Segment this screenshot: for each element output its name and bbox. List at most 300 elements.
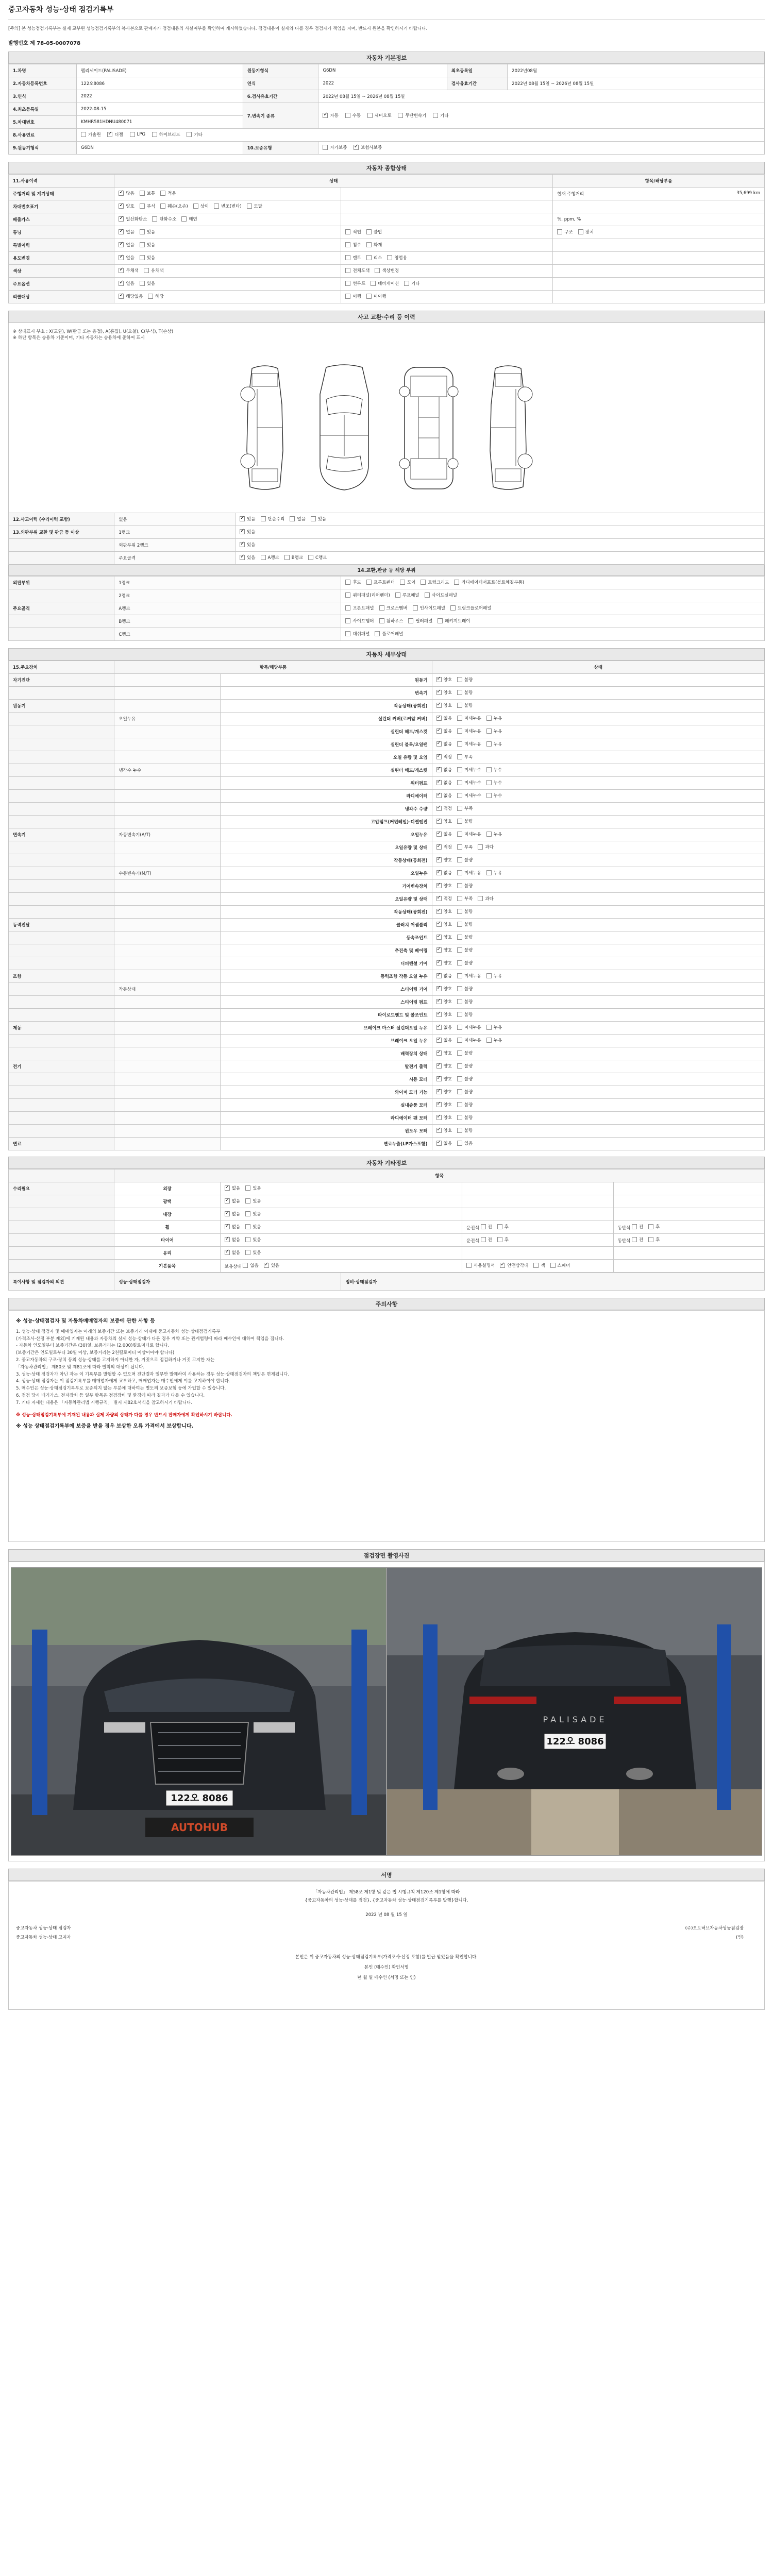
checkbox[interactable] — [436, 1089, 452, 1095]
checkbox[interactable] — [436, 1114, 452, 1121]
checkbox[interactable] — [436, 895, 452, 902]
checkbox[interactable] — [181, 216, 197, 222]
checkbox[interactable] — [311, 516, 326, 522]
checkbox[interactable] — [481, 1236, 492, 1243]
table-header-row — [9, 661, 765, 674]
checkbox-gasoline[interactable] — [81, 131, 101, 138]
checkbox[interactable] — [457, 844, 473, 850]
checkbox-icon — [457, 716, 462, 721]
checkbox-icon — [284, 555, 290, 560]
checkbox[interactable] — [457, 1114, 473, 1121]
checkbox[interactable] — [245, 1236, 261, 1243]
checkbox[interactable] — [119, 190, 134, 196]
checkbox[interactable] — [436, 1127, 452, 1133]
checkbox[interactable] — [425, 592, 457, 598]
checkbox[interactable] — [486, 767, 502, 773]
checkbox[interactable] — [240, 541, 255, 548]
checkbox[interactable] — [119, 293, 143, 299]
checkbox[interactable] — [457, 767, 481, 773]
checkbox[interactable] — [261, 554, 279, 561]
checkbox-icon — [421, 580, 426, 585]
checkbox-label: 없음 — [126, 243, 135, 248]
state-cell — [236, 513, 765, 526]
checkbox[interactable] — [119, 229, 134, 235]
rear-photo[interactable] — [386, 1567, 762, 1856]
checkbox[interactable] — [486, 741, 502, 747]
item-cell — [220, 957, 432, 970]
group-cell — [114, 1086, 220, 1099]
checkbox[interactable] — [497, 1236, 509, 1243]
checkbox[interactable] — [550, 1262, 570, 1268]
checkbox-label: 누유 — [493, 742, 502, 747]
checkbox[interactable] — [225, 1249, 240, 1256]
checkbox[interactable] — [119, 203, 134, 209]
checkbox-auto[interactable] — [323, 112, 338, 118]
checkbox[interactable] — [478, 844, 493, 850]
checkbox[interactable] — [436, 676, 452, 683]
device-label: 조향 — [13, 974, 22, 979]
checkbox[interactable] — [436, 883, 452, 889]
state-cell — [432, 957, 765, 970]
checkbox[interactable] — [408, 618, 432, 624]
checkbox[interactable] — [557, 229, 573, 235]
state-cell — [432, 1112, 765, 1125]
checkbox[interactable] — [457, 998, 473, 1005]
state-cell — [341, 291, 553, 303]
checkbox[interactable] — [421, 579, 449, 585]
notes-list — [16, 1329, 757, 1407]
checkbox-icon — [404, 281, 409, 286]
checkbox[interactable] — [436, 973, 452, 979]
checkbox[interactable] — [225, 1224, 240, 1230]
checkbox[interactable] — [345, 631, 369, 637]
checkbox-manual[interactable] — [345, 112, 361, 118]
checkbox[interactable] — [457, 857, 473, 863]
buyer-sign-line[interactable]: 년 월 일 매수인 (서명 또는 인) — [357, 1975, 416, 1980]
table-row — [9, 996, 765, 1009]
checkbox[interactable] — [400, 579, 415, 585]
checkbox[interactable] — [245, 1198, 261, 1204]
table-row — [9, 725, 765, 738]
checkbox[interactable] — [436, 792, 452, 799]
checkbox[interactable] — [436, 831, 452, 837]
device-cell — [9, 1035, 114, 1047]
checkbox[interactable] — [366, 579, 395, 585]
state-cell — [432, 674, 765, 687]
rank-label: B랭크 — [119, 619, 130, 624]
checkbox-lpg[interactable] — [130, 132, 145, 137]
checkbox[interactable] — [436, 960, 452, 966]
checkbox[interactable] — [245, 1185, 261, 1191]
checkbox[interactable] — [457, 1101, 473, 1108]
checkbox[interactable] — [345, 242, 361, 248]
checkbox-label: 누유 — [493, 871, 502, 876]
checkbox[interactable] — [290, 516, 305, 522]
checkbox[interactable] — [160, 190, 176, 196]
checkbox[interactable] — [404, 280, 419, 286]
checkbox[interactable] — [457, 792, 481, 799]
checkbox[interactable] — [345, 280, 365, 286]
warranty-options — [318, 142, 765, 155]
checkbox[interactable] — [375, 631, 403, 637]
state-cell — [341, 278, 553, 291]
checkbox[interactable] — [457, 934, 473, 940]
checkbox[interactable] — [148, 293, 163, 299]
checkbox[interactable] — [140, 255, 155, 261]
checkbox[interactable] — [366, 242, 382, 248]
checkbox[interactable] — [436, 818, 452, 824]
checkbox[interactable] — [152, 216, 176, 222]
checkbox[interactable] — [457, 1024, 481, 1030]
label-inspector: 성능·상태점검자 — [114, 1273, 341, 1291]
checkbox[interactable] — [160, 203, 188, 209]
state-cell — [220, 1234, 462, 1247]
checkbox[interactable] — [457, 1050, 473, 1056]
front-photo[interactable] — [11, 1567, 386, 1856]
checkbox[interactable] — [457, 818, 473, 824]
checkbox[interactable] — [436, 870, 452, 876]
checkbox[interactable] — [144, 267, 164, 274]
checkbox[interactable] — [457, 1063, 473, 1069]
checkbox[interactable] — [457, 1140, 473, 1146]
buyer-confirm-text: 본인은 위 중고자동차의 성능·상태점검기록부(가격조사·산정 포함)를 발급 받았음을 확인합니다. — [295, 1955, 478, 1960]
checkbox[interactable] — [245, 1211, 261, 1217]
checkbox-label: 없음 — [443, 716, 452, 721]
checkbox[interactable] — [119, 242, 134, 248]
checkbox[interactable] — [247, 203, 262, 209]
seat-label: 동반석 — [617, 1226, 631, 1231]
checkbox[interactable] — [457, 947, 473, 953]
checkbox-label: 있음 — [247, 543, 256, 548]
item-cell — [220, 803, 432, 816]
checkbox-label: 없음 — [297, 517, 306, 522]
checkbox[interactable] — [578, 229, 594, 235]
checkbox[interactable] — [436, 741, 452, 747]
checkbox[interactable] — [436, 857, 452, 863]
checkbox[interactable] — [345, 293, 361, 299]
value-inspection-period: 2022년 08월 15일 ~ 2026년 08월 15일 — [318, 90, 765, 103]
checkbox[interactable] — [345, 618, 374, 624]
checkbox[interactable] — [240, 554, 255, 561]
checkbox[interactable] — [140, 229, 155, 235]
checkbox[interactable] — [457, 676, 473, 683]
checkbox-icon — [436, 960, 442, 965]
checkbox-fuel-other[interactable] — [187, 131, 202, 138]
checkbox[interactable] — [345, 579, 361, 585]
checkbox[interactable] — [457, 870, 481, 876]
column-header: 15.주요장치 — [9, 661, 114, 674]
checkbox[interactable] — [214, 203, 241, 209]
checkbox[interactable] — [119, 216, 147, 222]
checkbox[interactable] — [457, 960, 473, 966]
checkbox-icon — [140, 255, 145, 260]
checkbox-label: 불량 — [464, 858, 473, 863]
checkbox[interactable] — [457, 1089, 473, 1095]
state-cell — [432, 803, 765, 816]
checkbox[interactable] — [225, 1236, 240, 1243]
checkbox[interactable] — [225, 1211, 240, 1217]
checkbox[interactable] — [486, 1024, 502, 1030]
checkbox[interactable] — [140, 280, 155, 286]
device-label: 원동기 — [13, 704, 26, 709]
checkbox[interactable] — [497, 1224, 509, 1230]
checkbox-label: 부족 — [464, 845, 473, 850]
checkbox[interactable] — [436, 1076, 452, 1082]
checkbox[interactable] — [245, 1224, 261, 1230]
checkbox-semi[interactable] — [367, 112, 392, 118]
item-cell — [220, 777, 432, 790]
item-label: 브레이크 마스터 실린더오일 누유 — [363, 1026, 428, 1031]
checkbox[interactable] — [457, 1037, 481, 1043]
checkbox[interactable] — [457, 1127, 473, 1133]
checkbox-icon — [436, 716, 442, 721]
checkbox[interactable] — [436, 934, 452, 940]
checkbox[interactable] — [436, 715, 452, 721]
checkbox[interactable] — [486, 1037, 502, 1043]
checkbox[interactable] — [243, 1262, 258, 1268]
checkbox[interactable] — [436, 921, 452, 927]
checkbox[interactable] — [436, 805, 452, 811]
checkbox[interactable] — [371, 280, 399, 286]
checkbox[interactable] — [395, 592, 419, 598]
checkbox[interactable] — [261, 516, 285, 522]
checkbox[interactable] — [457, 689, 473, 696]
table-row — [9, 1125, 765, 1138]
checkbox-label: 색상변경 — [382, 268, 399, 274]
row-label-cell — [9, 539, 114, 552]
checkbox[interactable] — [436, 1050, 452, 1056]
row-label-cell — [9, 239, 114, 252]
checkbox[interactable] — [481, 1224, 492, 1230]
state-cell — [432, 738, 765, 751]
checkbox[interactable] — [436, 779, 452, 786]
checkbox[interactable] — [140, 190, 155, 196]
checkbox[interactable] — [632, 1224, 643, 1230]
checkbox-label: 후 — [504, 1238, 509, 1243]
table-row — [9, 867, 765, 880]
checkbox[interactable] — [500, 1262, 528, 1268]
checkbox-label: 불량 — [464, 961, 473, 966]
checkbox[interactable] — [436, 1101, 452, 1108]
checkbox-label: 기타 — [411, 281, 420, 286]
checkbox-label: 누유 — [493, 729, 502, 734]
checkbox[interactable] — [457, 754, 473, 760]
checkbox[interactable] — [457, 921, 473, 927]
checkbox[interactable] — [457, 831, 481, 837]
checkbox[interactable] — [648, 1224, 660, 1230]
checkbox-icon — [457, 999, 462, 1004]
checkbox[interactable] — [193, 203, 209, 209]
state-cell — [432, 970, 765, 983]
checkbox[interactable] — [457, 1076, 473, 1082]
checkbox[interactable] — [436, 702, 452, 708]
checkbox[interactable] — [345, 229, 361, 235]
item-cell — [220, 674, 432, 687]
checkbox-icon — [81, 132, 86, 137]
checkbox-label: 쿼터패널(리어펜더) — [352, 593, 390, 598]
checkbox[interactable] — [486, 870, 502, 876]
checkbox-label: 불량 — [464, 1090, 473, 1095]
checkbox[interactable] — [457, 779, 481, 786]
checkbox[interactable] — [457, 1011, 473, 1018]
checkbox[interactable] — [457, 741, 481, 747]
column-header: 상태 — [432, 661, 765, 674]
checkbox-diesel[interactable] — [107, 131, 123, 138]
checkbox-label: 미세누유 — [464, 716, 481, 721]
checkbox[interactable] — [486, 831, 502, 837]
checkbox[interactable] — [345, 592, 390, 598]
state-cell — [432, 1035, 765, 1047]
label-first-reg: 최초등록일 — [447, 64, 507, 77]
checkbox[interactable] — [457, 715, 481, 721]
label-plate: 2.자동차등록번호 — [9, 77, 77, 90]
checkbox-icon — [245, 1185, 250, 1191]
checkbox[interactable] — [436, 689, 452, 696]
checkbox[interactable] — [486, 779, 502, 786]
group-label: 수리필요 — [13, 1187, 30, 1192]
checkbox-hybrid[interactable] — [152, 131, 180, 138]
checkbox[interactable] — [264, 1262, 279, 1268]
checkbox[interactable] — [345, 267, 369, 274]
checkbox[interactable] — [486, 728, 502, 734]
item-cell — [220, 1047, 432, 1060]
checkbox-self-warranty[interactable] — [323, 144, 347, 150]
panel-options-cell — [341, 577, 765, 589]
checkbox-label: 미세누유 — [464, 1038, 481, 1043]
state-cell — [114, 278, 341, 291]
group-cell — [114, 1009, 220, 1022]
checkbox[interactable] — [648, 1236, 660, 1243]
notes-line: 2. 중고자동차의 구조·장치 등의 성능·상태를 고지하지 아니한 자, 거짓으로 점검하거나 거짓 고지한 자는 — [16, 1357, 215, 1363]
checkbox[interactable] — [379, 605, 408, 611]
checkbox-label: 루프패널 — [402, 593, 419, 598]
checkbox[interactable] — [413, 605, 445, 611]
checkbox[interactable] — [436, 1037, 452, 1043]
checkbox-label: 양호 — [443, 1103, 452, 1108]
checkbox[interactable] — [486, 715, 502, 721]
checkbox[interactable] — [457, 973, 481, 979]
checkbox[interactable] — [375, 267, 399, 274]
checkbox-label: 썬루프 — [352, 281, 366, 286]
checkbox[interactable] — [345, 605, 374, 611]
checkbox-icon — [140, 229, 145, 234]
group-cell — [114, 996, 220, 1009]
checkbox[interactable] — [436, 986, 452, 992]
checkbox[interactable] — [119, 280, 134, 286]
checkbox[interactable] — [457, 728, 481, 734]
state-cell — [462, 1260, 613, 1273]
state-cell — [236, 552, 765, 565]
checkbox-label: 없음 — [231, 1186, 241, 1191]
checkbox-other[interactable] — [433, 112, 448, 118]
checkbox[interactable] — [366, 229, 382, 235]
checkbox[interactable] — [457, 883, 473, 889]
checkbox[interactable] — [436, 1024, 452, 1030]
checkbox[interactable] — [533, 1262, 545, 1268]
checkbox[interactable] — [366, 255, 382, 261]
checkbox[interactable] — [632, 1236, 643, 1243]
checkbox[interactable] — [436, 844, 452, 850]
checkbox-icon — [345, 631, 350, 636]
table-row — [9, 213, 765, 226]
checkbox[interactable] — [436, 754, 452, 760]
state-cell — [114, 226, 341, 239]
checkbox[interactable] — [436, 947, 452, 953]
row-label-cell — [9, 628, 114, 641]
checkbox[interactable] — [366, 293, 386, 299]
checkbox-icon — [457, 1128, 462, 1133]
checkbox-insurer-warranty[interactable] — [354, 144, 382, 150]
checkbox[interactable] — [457, 986, 473, 992]
checkbox[interactable] — [240, 516, 255, 522]
row-label-cell — [9, 291, 114, 303]
checkbox[interactable] — [436, 728, 452, 734]
checkbox[interactable] — [436, 1063, 452, 1069]
checkbox[interactable] — [140, 203, 155, 209]
checkbox-icon — [457, 703, 462, 708]
checkbox-icon — [436, 703, 442, 708]
checkbox[interactable] — [457, 908, 473, 914]
state-cell — [432, 944, 765, 957]
checkbox-cvt[interactable] — [398, 112, 426, 118]
checkbox[interactable] — [140, 242, 155, 248]
checkbox-icon — [311, 516, 316, 521]
checkbox[interactable] — [379, 618, 404, 624]
checkbox[interactable] — [225, 1185, 240, 1191]
own-label: 보유상태 — [224, 1264, 242, 1269]
panel-area-header: 14.교환,판금 등 해당 부위 — [8, 565, 765, 576]
checkbox[interactable] — [436, 1011, 452, 1018]
checkbox[interactable] — [345, 255, 361, 261]
checkbox[interactable] — [119, 267, 139, 274]
checkbox[interactable] — [436, 767, 452, 773]
state-cell — [114, 200, 341, 213]
checkbox-icon — [457, 1012, 462, 1017]
item-cell — [220, 854, 432, 867]
checkbox[interactable] — [436, 908, 452, 914]
checkbox[interactable] — [454, 579, 524, 585]
checkbox[interactable] — [450, 605, 492, 611]
checkbox[interactable] — [245, 1249, 261, 1256]
item-cell — [220, 816, 432, 828]
checkbox[interactable] — [457, 805, 473, 811]
checkbox[interactable] — [486, 973, 502, 979]
checkbox[interactable] — [284, 554, 303, 561]
checkbox[interactable] — [308, 554, 327, 561]
checkbox[interactable] — [466, 1262, 495, 1268]
checkbox[interactable] — [225, 1198, 240, 1204]
checkbox[interactable] — [387, 255, 407, 261]
checkbox[interactable] — [436, 998, 452, 1005]
item-label: 실린더 블록/오일팬 — [390, 742, 428, 748]
overall-value: %, ppm, % — [557, 217, 581, 222]
checkbox-icon — [457, 973, 462, 978]
table-row — [9, 1247, 765, 1260]
checkbox[interactable] — [457, 895, 473, 902]
checkbox[interactable] — [457, 702, 473, 708]
checkbox-icon — [140, 191, 145, 196]
checkbox-label: 양호 — [443, 1064, 452, 1069]
checkbox[interactable] — [240, 529, 255, 535]
checkbox-icon — [457, 728, 462, 734]
checkbox-icon — [379, 605, 384, 611]
checkbox[interactable] — [438, 618, 470, 624]
checkbox-label: 전 — [488, 1238, 492, 1243]
checkbox[interactable] — [478, 895, 493, 902]
checkbox[interactable] — [436, 1140, 452, 1146]
checkbox[interactable] — [486, 792, 502, 799]
checkbox[interactable] — [119, 255, 134, 261]
